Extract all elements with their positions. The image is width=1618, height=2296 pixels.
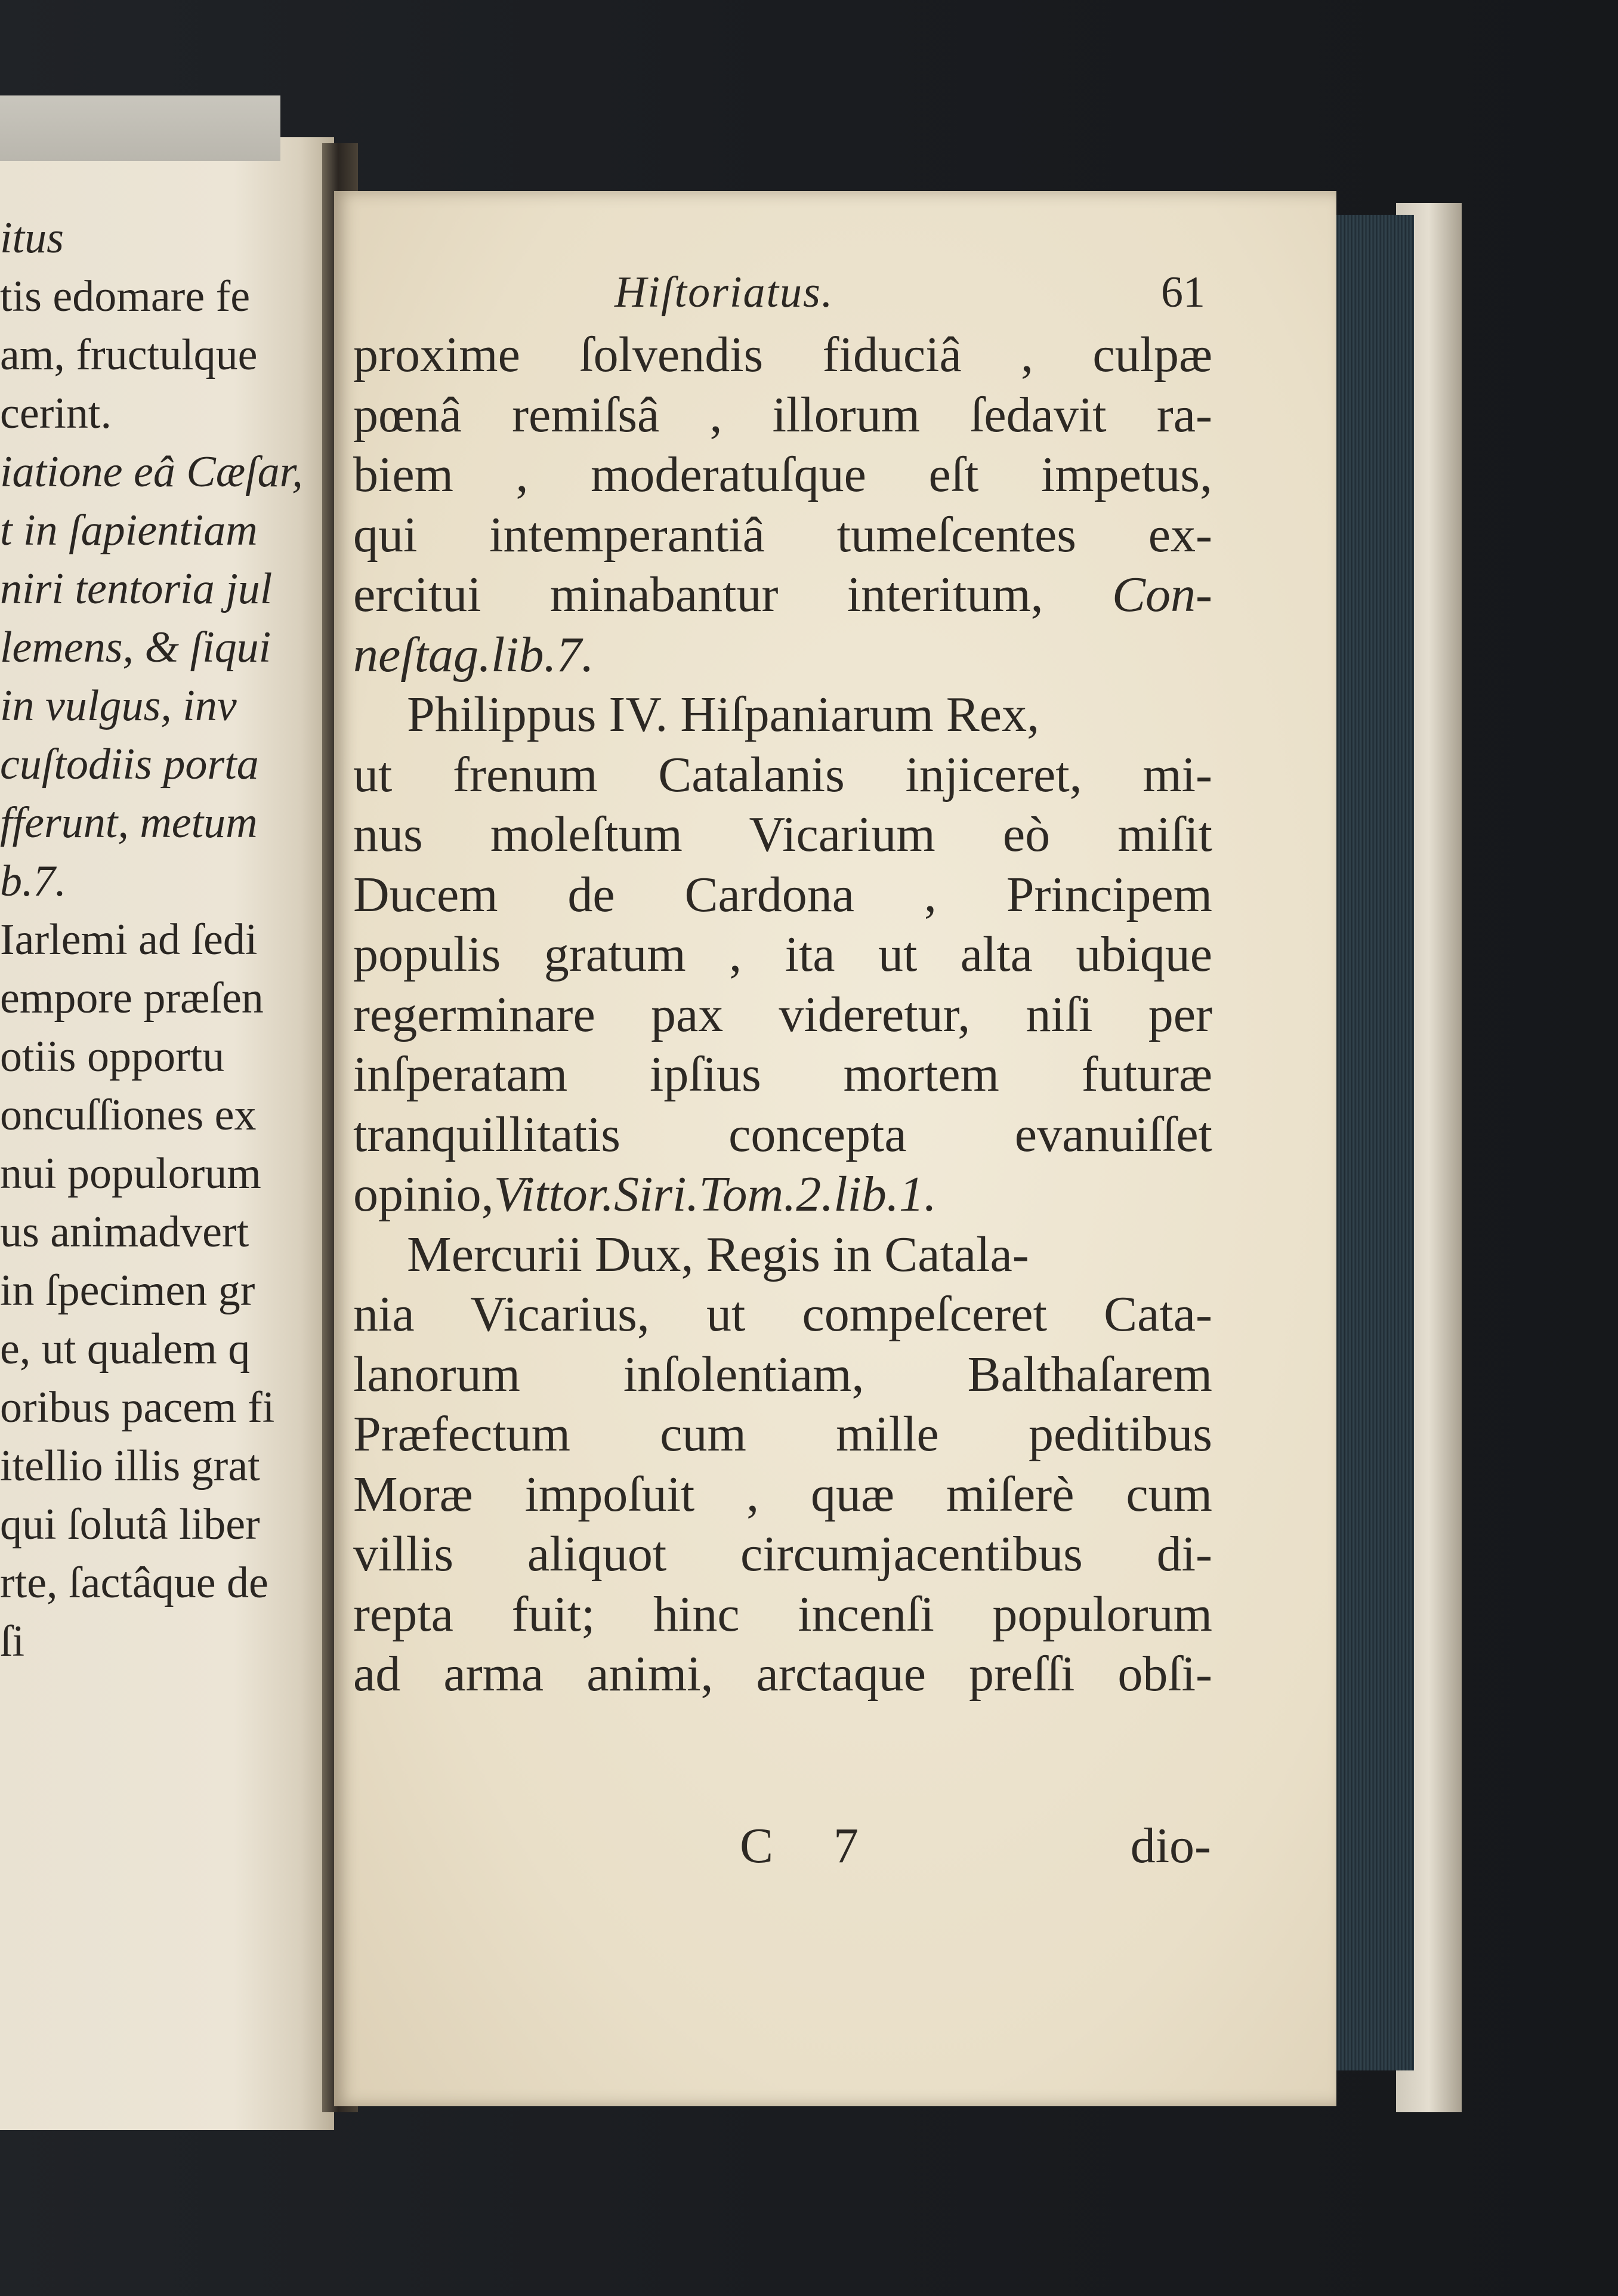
previous-page-line: itellio illis grat — [0, 1442, 260, 1490]
previous-page-line: rte, ſactâque de — [0, 1559, 268, 1607]
line-text: pœnâ remiſsâ , illorum ſedavit ra- — [353, 387, 1212, 443]
line-text: repta fuit; hinc incenſi populorum — [353, 1586, 1212, 1642]
previous-page-fragment — [0, 137, 334, 2130]
citation-text: neſtag.lib.7. — [353, 627, 594, 683]
previous-page-line: cerint. — [0, 389, 112, 438]
line-text: villis aliquot circumjacentibus di- — [353, 1526, 1212, 1582]
catchword: dio- — [1130, 1818, 1211, 1874]
previous-page-line: otiis opportu — [0, 1032, 225, 1081]
previous-page-line: in vulgus, inv — [0, 681, 237, 730]
previous-page-line: nui populorum — [0, 1149, 261, 1198]
text-line — [353, 1525, 1212, 1585]
line-text: ut frenum Catalanis injiceret, mi- — [353, 746, 1212, 803]
running-title: Hiſtoriatus. — [615, 268, 834, 317]
previous-page-line: lemens, & ſiqui — [0, 623, 271, 672]
previous-page-line: am, fructulque — [0, 331, 258, 379]
signature-mark: C 7 — [740, 1818, 883, 1874]
previous-page-line: fferunt, metum — [0, 798, 258, 847]
previous-page-line: cuſtodiis porta — [0, 740, 259, 789]
page-tab-strip — [0, 95, 280, 161]
line-text: Mercurii Dux, Regis in Catala- — [407, 1226, 1029, 1282]
page-body-text — [353, 325, 1212, 1705]
previous-page-line: Iarlemi ad ſedi — [0, 915, 258, 964]
text-line — [353, 1585, 1212, 1645]
line-text: biem , moderatuſque eſt impetus, — [353, 447, 1212, 502]
previous-page-line: b.7. — [0, 857, 66, 906]
previous-page-line: e, ut qualem q — [0, 1325, 251, 1374]
line-text: nus moleſtum Vicarium eò miſit — [353, 807, 1212, 862]
line-text: ercitui minabantur interitum, — [353, 567, 1112, 622]
previous-page-line: niri tentoria jul — [0, 564, 273, 613]
line-text: lanorum inſolentiam, Balthaſarem — [353, 1346, 1212, 1402]
text-line — [353, 1405, 1212, 1465]
text-line — [353, 625, 1212, 686]
text-line — [353, 1045, 1212, 1105]
text-line — [353, 1465, 1212, 1525]
text-line — [353, 1225, 1212, 1285]
text-line — [353, 325, 1212, 385]
text-line — [353, 1345, 1212, 1405]
previous-page-line: t in ſapientiam — [0, 506, 258, 555]
text-line — [353, 1285, 1212, 1345]
line-text: inſperatam ipſius mortem futuræ — [353, 1047, 1212, 1102]
previous-page-line: ſi — [0, 1617, 25, 1666]
line-text: qui intemperantiâ tumeſcentes ex- — [353, 507, 1212, 563]
text-line — [353, 565, 1212, 625]
line-text: Ducem de Cardona , Principem — [353, 866, 1212, 922]
text-line — [353, 385, 1212, 446]
line-text: nia Vicarius, ut compeſceret Cata- — [353, 1286, 1212, 1342]
page-number: 61 — [1161, 268, 1205, 317]
page-footer — [358, 1817, 1211, 1883]
line-text: Moræ impoſuit , quæ miſerè cum — [353, 1466, 1212, 1522]
text-line — [353, 745, 1212, 806]
line-text: ad arma animi, arctaque preſſi obſi- — [353, 1646, 1212, 1702]
text-line — [353, 505, 1212, 566]
text-line — [353, 685, 1212, 745]
line-text: populis gratum , ita ut alta ubique — [353, 927, 1212, 982]
text-line — [353, 805, 1212, 865]
previous-page-line: empore præſen — [0, 974, 264, 1023]
line-text: opinio, — [353, 1166, 494, 1222]
text-line — [353, 925, 1212, 985]
previous-page-line: us animadvert — [0, 1208, 249, 1257]
text-line — [353, 445, 1212, 505]
previous-page-line: tis edomare fe — [0, 272, 251, 321]
line-text: regerminare pax videretur, niſi per — [353, 986, 1212, 1042]
previous-page-line: in ſpecimen gr — [0, 1266, 255, 1315]
text-line — [353, 1165, 1212, 1225]
text-line — [353, 985, 1212, 1045]
page-header — [358, 267, 1217, 333]
text-line — [353, 865, 1212, 925]
text-line — [353, 1105, 1212, 1165]
previous-page-line: itus — [0, 214, 64, 263]
line-text: tranquillitatis concepta evanuiſſet — [353, 1106, 1212, 1162]
line-text: Præfectum cum mille peditibus — [353, 1406, 1212, 1462]
previous-page-line: oncuſſiones ex — [0, 1091, 257, 1140]
previous-page-line: qui ſolutâ liber — [0, 1500, 260, 1549]
line-text: Philippus IV. Hiſpaniarum Rex, — [407, 687, 1040, 742]
previous-page-line: oribus pacem fi — [0, 1383, 275, 1432]
citation-text: Vittor.Siri.Tom.2.lib.1. — [493, 1166, 937, 1222]
citation-text: Con- — [1112, 567, 1212, 622]
previous-page-text — [0, 209, 334, 1671]
text-line — [353, 1644, 1212, 1705]
line-text: proxime ſolvendis fiduciâ , culpæ — [353, 327, 1212, 382]
previous-page-line: iatione eâ Cæſar, — [0, 448, 303, 496]
